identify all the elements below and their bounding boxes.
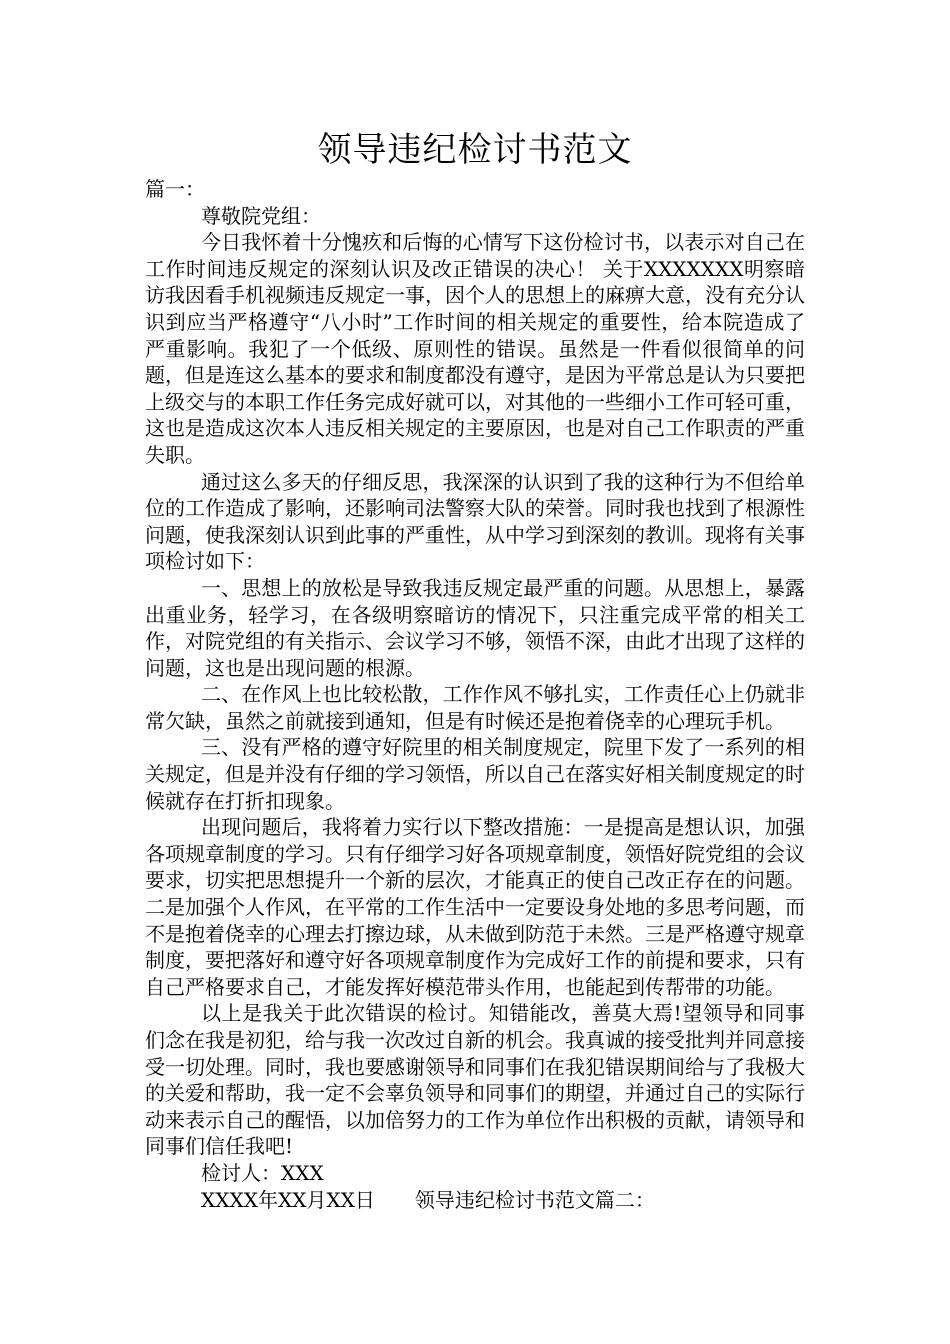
paragraph-intro: 今日我怀着十分愧疚和后悔的心情写下这份检讨书，以表示对自己在工作时间违反规定的深刻认识及改正错误的决心！ 关于XXXXXXX明察暗访我因看手机视频违反规定一事，因个人的思想上的麻痹大意，没有充分认识到应当严格遵守“八小时”工作时间的相关规定的重要性，给本院造成了严重影响。我犯了一个低级、原则性的错误。虽然是一件看似很简单的问题，但是连这么基本的要求和制度都没有遵守，是因为平常总是认为只要把上级交与的本职工作任务完成好就可以，对其他的一些细小工作可轻可重，这也是造成这次本人违反相关规定的主要原因，也是对自己工作职责的严重失职。 (145, 230, 805, 467)
paragraph-measures: 出现问题后，我将着力实行以下整改措施：一是提高是想认识，加强各项规章制度的学习。只有仔细学习好各项规章制度，领悟好院党组的会议要求，切实把思想提升一个新的层次，才能真正的使自己改正存在的问题。二是加强个人作风，在平常的工作生活中一定要设身处地的多思考问题，而不是抱着侥幸的心理去打擦边球，从未做到防范于未然。三是严格遵守规章制度，要把落好和遵守好各项规章制度作为完成好工作的前提和要求，只有自己严格要求自己，才能发挥好模范带头作用，也能起到传帮带的功能。 (145, 815, 805, 999)
signature-line: 检讨人：XXX (201, 1160, 324, 1185)
document-title: 领导违纪检讨书范文 (317, 130, 633, 170)
document-body (145, 176, 805, 1213)
section-label: 篇一： (145, 177, 205, 201)
paragraph-reflection: 通过这么多天的仔细反思，我深深的认识到了我的这种行为不但给单位的工作造成了影响，还影响司法警察大队的荣誉。同时我也找到了根源性问题，使我深刻认识到此事的严重性，从中学习到深刻的教训。现将有关事项检讨如下： (145, 469, 805, 574)
paragraph-point-2: 二、在作风上也比较松散，工作作风不够扎实，工作责任心上仍就非常欠缺，虽然之前就接到通知，但是有时候还是抱着侥幸的心理玩手机。 (145, 682, 805, 733)
paragraph-point-3: 三、没有严格的遵守好院里的相关制度规定，院里下发了一系列的相关规定，但是并没有仔细的学习领悟，所以自己在落实好相关制度规定的时候就存在打折扣现象。 (145, 735, 805, 813)
paragraph-point-1: 一、思想上的放松是导致我违反规定最严重的问题。从思想上，暴露出重业务，轻学习，在各级明察暗访的情况下，只注重完成平常的相关工作，对院党组的有关指示、会议学习不够，领悟不深，由此才出现了这样的问题，这也是出现问题的根源。 (145, 575, 805, 680)
date-line: XXXX年XX月XX日 领导违纪检讨书范文篇二： (201, 1187, 655, 1212)
salutation: 尊敬院党组： (201, 203, 321, 228)
paragraph-conclusion: 以上是我关于此次错误的检讨。知错能改，善莫大焉!望领导和同事们念在我是初犯，给与我一次改过自新的机会。我真诚的接受批判并同意接受一切处理。同时，我也要感谢领导和同事们在我犯错误期间给与了我极大的关爱和帮助，我一定不会辜负领导和同事们的期望，并通过自己的实际行动来表示自己的醒悟，以加倍努力的工作为单位作出积极的贡献，请领导和同事们信任我吧! (145, 1001, 805, 1159)
